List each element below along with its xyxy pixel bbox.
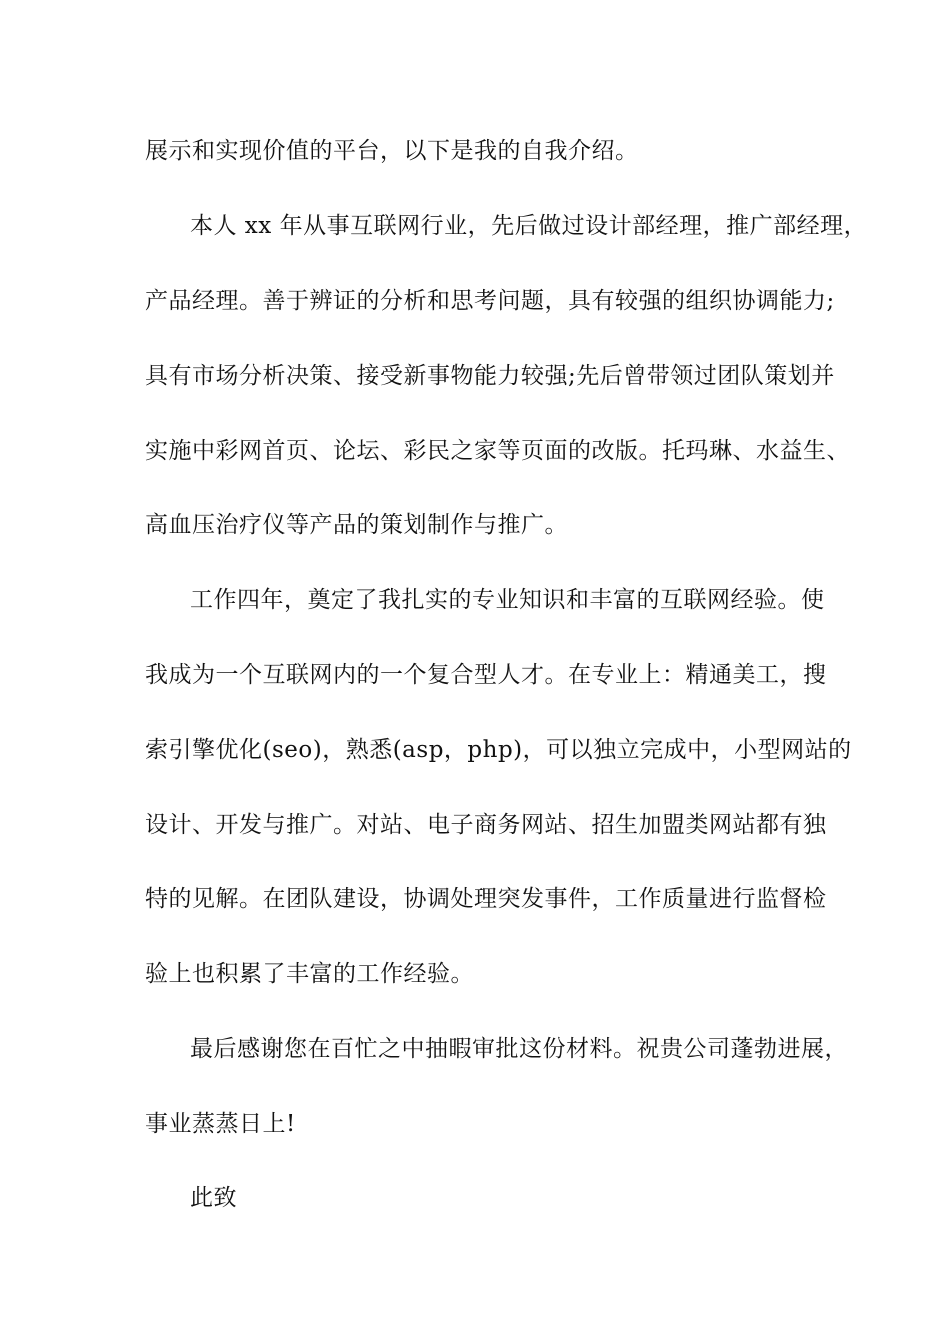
text-line-13: 最后感谢您在百忙之中抽暇审批这份材料。祝贵公司蓬勃进展， xyxy=(190,1036,848,1062)
text-line-2: 本人 xx 年从事互联网行业，先后做过设计部经理，推广部经理， xyxy=(190,213,868,239)
text-line-4: 具有市场分析决策、接受新事物能力较强;先后曾带领过团队策划并 xyxy=(145,363,835,389)
text-line-9: 索引擎优化(seo)，熟悉(asp，php)，可以独立完成中，小型网站的 xyxy=(145,737,852,763)
text-line-1: 展示和实现价值的平台，以下是我的自我介绍。 xyxy=(145,138,639,164)
text-line-10: 设计、开发与推广。对站、电子商务网站、招生加盟类网站都有独 xyxy=(145,812,827,838)
text-line-7: 工作四年，奠定了我扎实的专业知识和丰富的互联网经验。使 xyxy=(190,587,825,613)
text-line-6: 高血压治疗仪等产品的策划制作与推广。 xyxy=(145,512,568,538)
text-line-11: 特的见解。在团队建设，协调处理突发事件，工作质量进行监督检 xyxy=(145,886,827,912)
text-line-8: 我成为一个互联网内的一个复合型人才。在专业上：精通美工，搜 xyxy=(145,662,827,688)
text-line-3: 产品经理。善于辨证的分析和思考问题，具有较强的组织协调能力; xyxy=(145,288,835,314)
text-line-15: 此致 xyxy=(190,1185,237,1211)
text-line-5: 实施中彩网首页、论坛、彩民之家等页面的改版。托玛琳、水益生、 xyxy=(145,438,850,464)
text-line-14: 事业蒸蒸日上! xyxy=(145,1111,296,1137)
text-line-12: 验上也积累了丰富的工作经验。 xyxy=(145,961,474,987)
